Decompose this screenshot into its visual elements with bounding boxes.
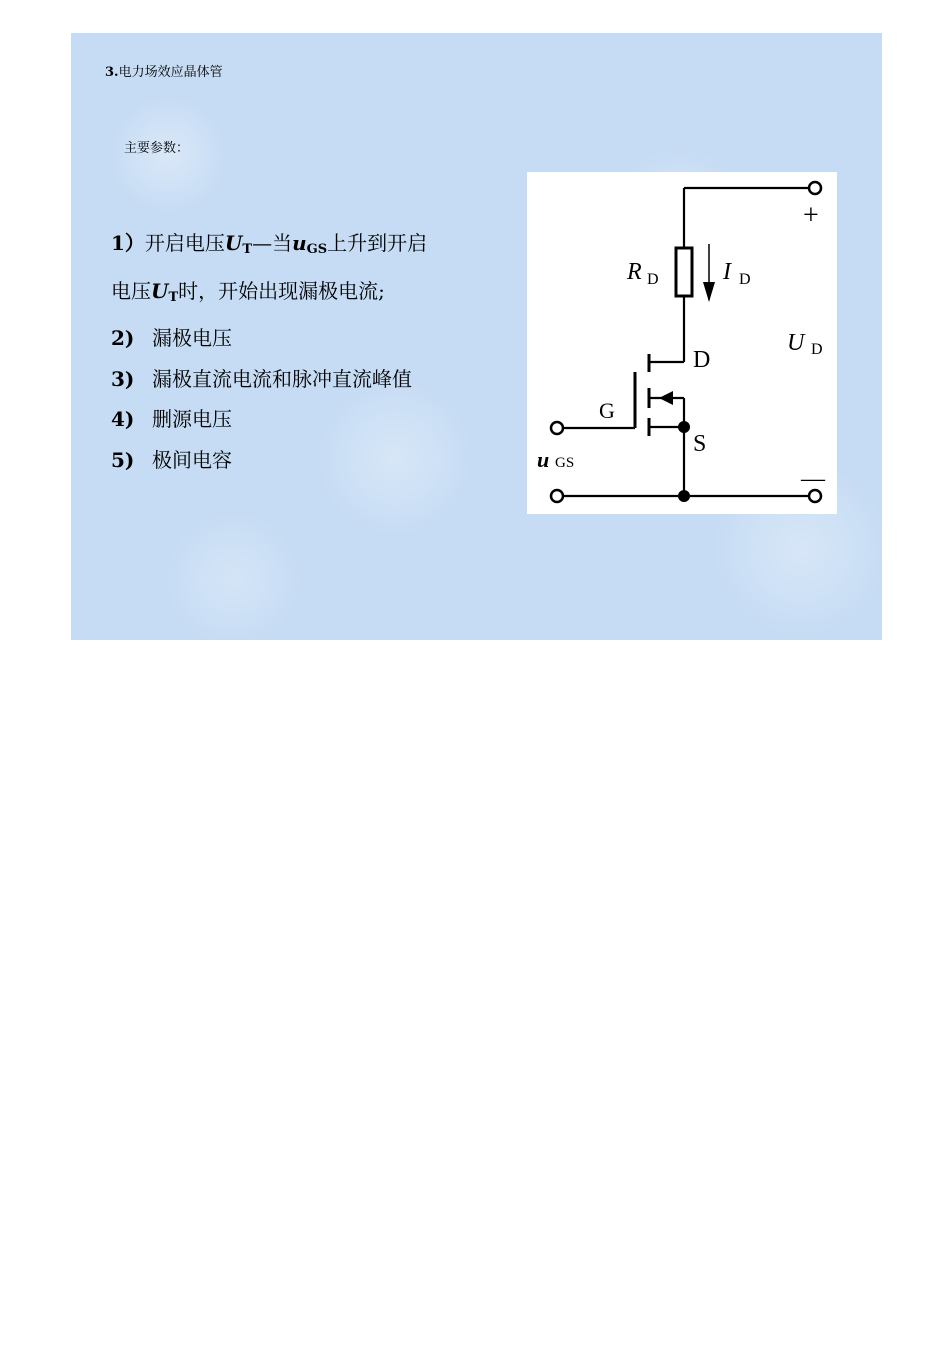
item-text: 上升到开启 <box>327 231 428 255</box>
symbol: U <box>151 278 169 303</box>
ugs-symbol: u <box>537 447 550 472</box>
item-text: 漏极直流电流和脉冲直流峰值 <box>152 366 412 391</box>
list-item <box>111 223 481 318</box>
rd-subscript: D <box>647 271 659 288</box>
item-text: 删源电压 <box>152 407 232 431</box>
item-text: 时，开始出现漏极电流; <box>178 278 385 303</box>
body-arrow <box>659 391 673 405</box>
minus-sign: — <box>801 466 825 492</box>
drain-label: D <box>693 347 711 373</box>
item-number: 2) <box>111 326 135 350</box>
id-symbol: I <box>723 259 731 285</box>
item-number: 5) <box>111 447 135 472</box>
item-number: 4) <box>111 407 135 431</box>
subscript: GS <box>306 242 328 257</box>
slide-title <box>105 61 223 80</box>
parameter-list <box>111 223 481 480</box>
item-text: 漏极电压 <box>152 326 232 350</box>
source-label: S <box>693 431 707 457</box>
resistor-rd <box>676 248 692 296</box>
list-item <box>111 318 481 359</box>
slide-title-number: 3. <box>105 65 119 80</box>
ground-terminal <box>551 490 563 502</box>
item-text: 极间电容 <box>152 447 232 472</box>
source-junction <box>678 421 690 433</box>
subscript: T <box>242 242 253 257</box>
gate-terminal <box>551 422 563 434</box>
list-item <box>111 440 481 481</box>
subheading: 主要参数： <box>124 141 190 156</box>
symbol: U <box>224 231 243 255</box>
rd-symbol: R <box>627 259 642 285</box>
mosfet-circuit-diagram <box>527 172 837 514</box>
list-item <box>111 399 481 440</box>
id-subscript: D <box>739 271 751 288</box>
subscript: T <box>168 289 179 305</box>
positive-terminal <box>809 182 821 194</box>
slide-title-text: 电力场效应晶体管 <box>118 65 223 80</box>
ud-symbol: U <box>787 330 805 356</box>
item-number: 3) <box>111 366 135 391</box>
item-text: 电压 <box>111 278 151 303</box>
ud-subscript: D <box>811 341 823 358</box>
current-arrow-head <box>703 282 715 302</box>
ground-junction <box>678 490 690 502</box>
item-text: 开启电压 <box>144 231 225 255</box>
ugs-subscript: GS <box>555 455 575 471</box>
circuit-svg <box>527 172 837 514</box>
item-text: —当 <box>252 231 293 255</box>
plus-sign: + <box>803 200 819 231</box>
slide <box>71 33 882 640</box>
item-number: 1） <box>111 231 145 255</box>
gate-label: G <box>599 398 615 423</box>
list-item <box>111 359 481 400</box>
symbol: u <box>292 231 307 255</box>
